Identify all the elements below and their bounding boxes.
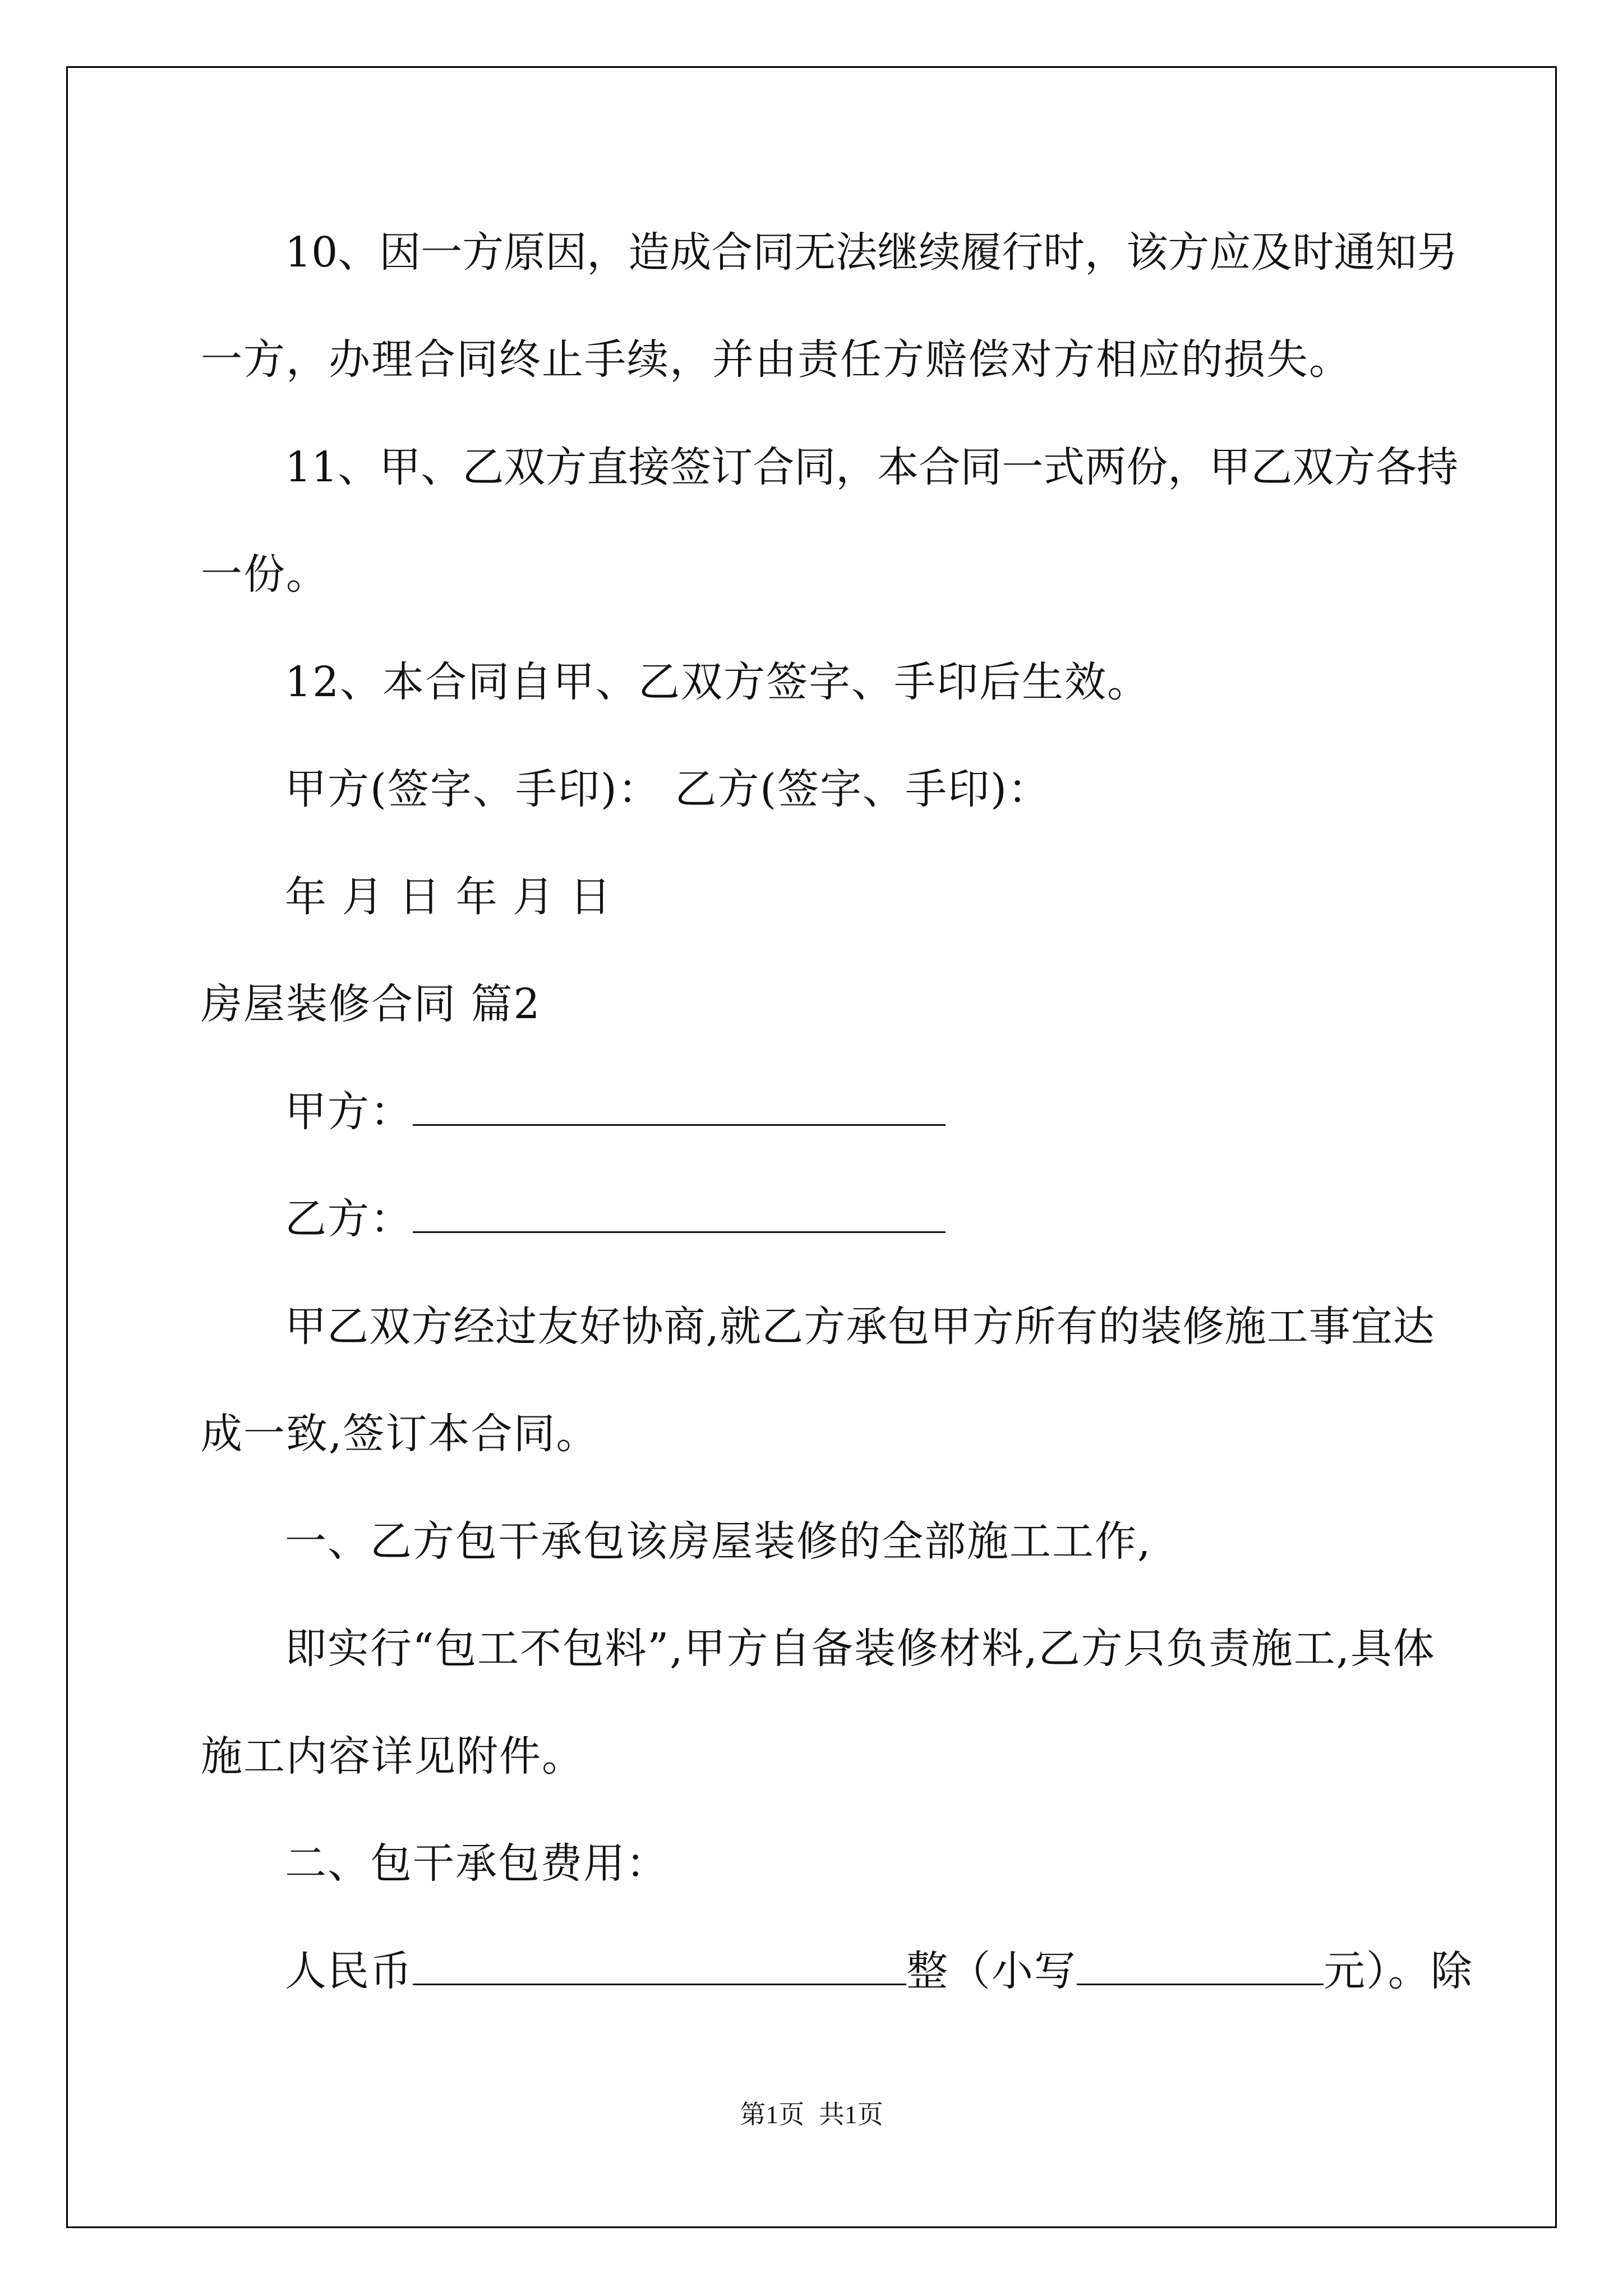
text-line: 二、包干承包费用： (285, 1839, 668, 1888)
text-line: 甲方(签字、手印)： 乙方(签字、手印)： (285, 765, 1051, 813)
party-b-line (285, 1191, 946, 1247)
page-number: 第1页 共1页 (740, 2100, 883, 2129)
text-line: 甲 乙 双 方 经 过 友 好 协 商 , 就 乙 方 承 包 甲 方 所 有 的 装 修 施 工 事 宜 达 (285, 1303, 1435, 1351)
fee-suffix: 元）。除 (1324, 1947, 1473, 1995)
text-line: 1 0 、 因 一 方 原 因 ， 造 成 合 同 无 法 继 续 履 行 时 ， 该 方 应 及 时 通 知 另 (285, 228, 1459, 277)
fee-amount-blank (413, 1944, 906, 1985)
text-line: 房屋装修合同 篇2 (201, 980, 541, 1028)
page-border (66, 66, 1557, 2228)
fee-line (285, 1943, 1473, 1999)
fee-lowercase-blank (1077, 1944, 1324, 1985)
party-b-blank (413, 1192, 946, 1233)
text-line: 成一致,签订本合同。 (201, 1410, 599, 1458)
text-line: 一份。 (201, 550, 329, 599)
party-a-label: 甲方： (285, 1088, 413, 1136)
text-line: 年 月 日 年 月 日 (285, 873, 612, 921)
page-footer (0, 2098, 1623, 2132)
text-line: 1 1 、 甲 、 乙 双 方 直 接 签 订 合 同 ， 本 合 同 一 式 两 份 ， 甲 乙 双 方 各 持 (285, 443, 1459, 491)
fee-middle: 整（小写 (906, 1947, 1077, 1995)
party-b-label: 乙方： (285, 1195, 413, 1243)
text-line: 一方，办理合同终止手续，并由责任方赔偿对方相应的损失。 (201, 335, 1352, 384)
text-line: 施工内容详见附件。 (201, 1732, 584, 1780)
text-line: 12、本合同自甲、乙双方签字、手印后生效。 (285, 658, 1150, 706)
party-a-blank (413, 1085, 946, 1126)
text-line: 一、乙方包干承包该房屋装修的全部施工工作, (285, 1517, 1152, 1566)
text-line: 即 实 行 “ 包 工 不 包 料 ” , 甲 方 自 备 装 修 材 料 , 乙 方 只 负 责 施 工 , 具 体 (285, 1625, 1435, 1673)
fee-prefix: 人民币 (285, 1947, 413, 1995)
party-a-line (285, 1084, 946, 1140)
